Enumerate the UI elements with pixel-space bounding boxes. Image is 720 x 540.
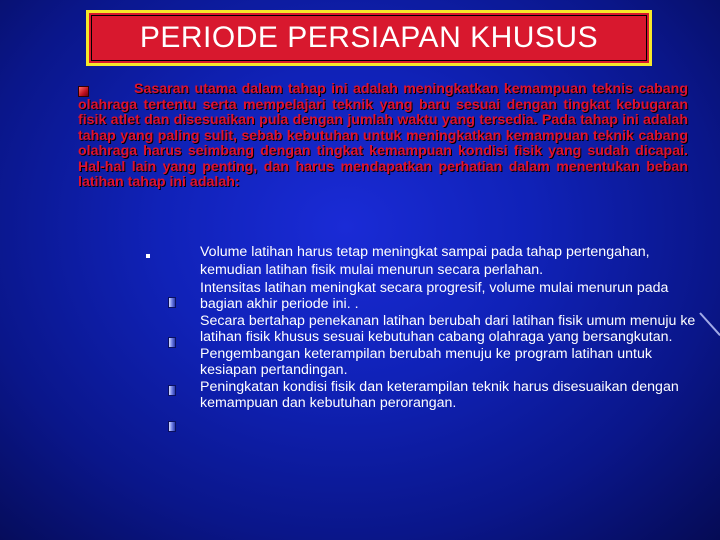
blue-square-bullet-icon xyxy=(168,297,176,308)
list-item: Peningkatan kondisi fisik dan keterampilan teknik harus disesuaikan dengan kemampuan dan kebutuhan perorangan. xyxy=(200,379,679,411)
blue-square-bullet-icon xyxy=(168,421,176,432)
title-inner xyxy=(91,15,647,61)
intro-text: Sasaran utama dalam tahap ini adalah meningkatkan kemampuan teknis cabang olahraga tertentu serta mempelajari teknik yang baru sesuai dengan tingkat kebugaran fisik atlet dan disesuaikan pula dengan jumlah waktu yang tersedia. Pada tahap ini adalah tahap yang paling sulit, sebab kebutuhan untuk meningkatkan kemampuan teknik cabang olahraga harus seimbang dengan tingkat kemampuan kondisi fisik yang sudah dicapai. Hal-hal lain yang penting, dan harus mendapatkan perhatian dalam menentukan beban latihan tahap ini adalah: xyxy=(78,81,688,190)
list-item: Secara bertahap penekanan latihan berubah dari latihan fisik umum menuju ke latihan fisik khusus sesuai kebutuhan cabang olahraga yang bersangkutan. xyxy=(200,313,696,345)
list-item: Intensitas latihan meningkat secara progresif, volume mulai menurun pada bagian akhir periode ini. . xyxy=(200,280,669,312)
list-item: Pengembangan keterampilan berubah menuju ke program latihan untuk kesiapan pertandingan. xyxy=(200,346,652,378)
title-box xyxy=(86,10,652,66)
blue-square-bullet-icon xyxy=(168,385,176,396)
slide-title: PERIODE PERSIAPAN KHUSUS xyxy=(139,21,599,54)
intro-paragraph xyxy=(78,82,688,191)
blue-square-bullet-icon xyxy=(168,337,176,348)
list-item: Volume latihan harus tetap meningkat sampai pada tahap pertengahan, kemudian latihan fisik mulai menurun secara perlahan. xyxy=(200,244,650,278)
sub-list xyxy=(200,243,705,413)
small-square-bullet-icon xyxy=(146,254,150,258)
